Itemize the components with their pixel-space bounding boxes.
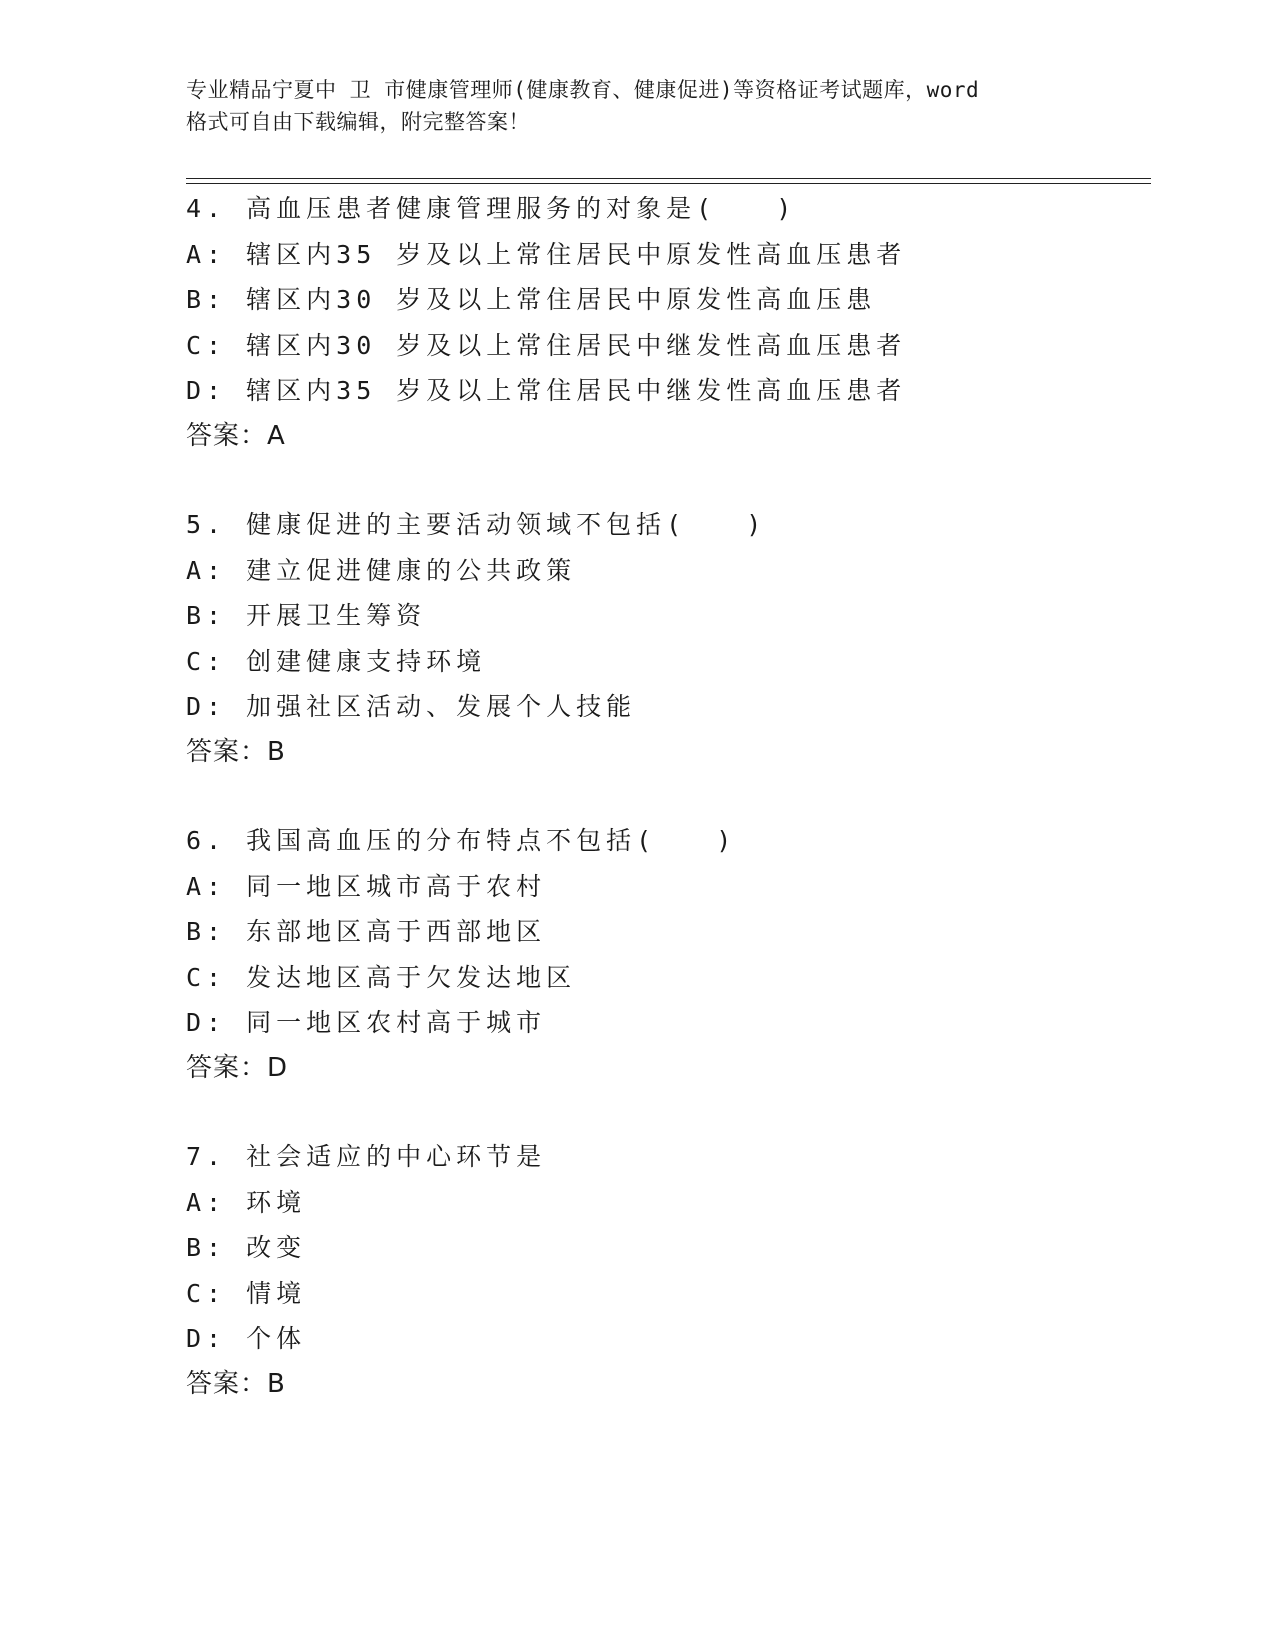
option-a: A: 辖区内35 岁及以上常住居民中原发性高血压患者: [186, 239, 907, 269]
option-d: D: 加强社区活动、发展个人技能: [186, 692, 637, 721]
option-b: B: 东部地区高于西部地区: [186, 917, 547, 946]
option-d: D: 个体: [186, 1324, 307, 1353]
option-a: A: 环境: [186, 1187, 307, 1217]
answer-label: 答案：A: [186, 420, 286, 451]
question-stem: 7. 社会适应的中心环节是: [186, 1142, 547, 1171]
option-b: B: 辖区内30 岁及以上常住居民中原发性高血压患: [186, 285, 877, 314]
option-b: B: 开展卫生筹资: [186, 601, 427, 630]
document-header: [186, 74, 1086, 138]
question-5: [186, 502, 1166, 775]
option-c: C: 发达地区高于欠发达地区: [186, 962, 577, 992]
option-c: C: 辖区内30 岁及以上常住居民中继发性高血压患者: [186, 330, 907, 360]
option-a: A: 建立促进健康的公共政策: [186, 555, 577, 585]
answer-label: 答案：B: [186, 736, 286, 767]
option-d: D: 同一地区农村高于城市: [186, 1008, 547, 1037]
header-divider-bottom: [186, 183, 1151, 184]
option-c: C: 创建健康支持环境: [186, 646, 487, 676]
header-divider-top: [186, 178, 1151, 179]
option-d: D: 辖区内35 岁及以上常住居民中继发性高血压患者: [186, 376, 907, 405]
question-4: [186, 186, 1166, 459]
option-b: B: 改变: [186, 1233, 307, 1262]
question-stem: 5. 健康促进的主要活动领域不包括( ): [186, 510, 767, 539]
answer-label: 答案：B: [186, 1368, 286, 1399]
header-line-1: 专业精品宁夏中 卫 市健康管理师(健康教育、健康促进)等资格证考试题库，word: [186, 78, 980, 102]
question-stem: 6. 我国高血压的分布特点不包括( ): [186, 826, 737, 855]
question-stem: 4. 高血压患者健康管理服务的对象是( ): [186, 194, 797, 223]
question-6: [186, 818, 1166, 1091]
header-line-2: 格式可自由下载编辑，附完整答案！: [186, 110, 530, 134]
answer-label: 答案：D: [186, 1052, 289, 1083]
option-c: C: 情境: [186, 1278, 307, 1308]
question-7: [186, 1134, 1166, 1407]
option-a: A: 同一地区城市高于农村: [186, 871, 547, 901]
